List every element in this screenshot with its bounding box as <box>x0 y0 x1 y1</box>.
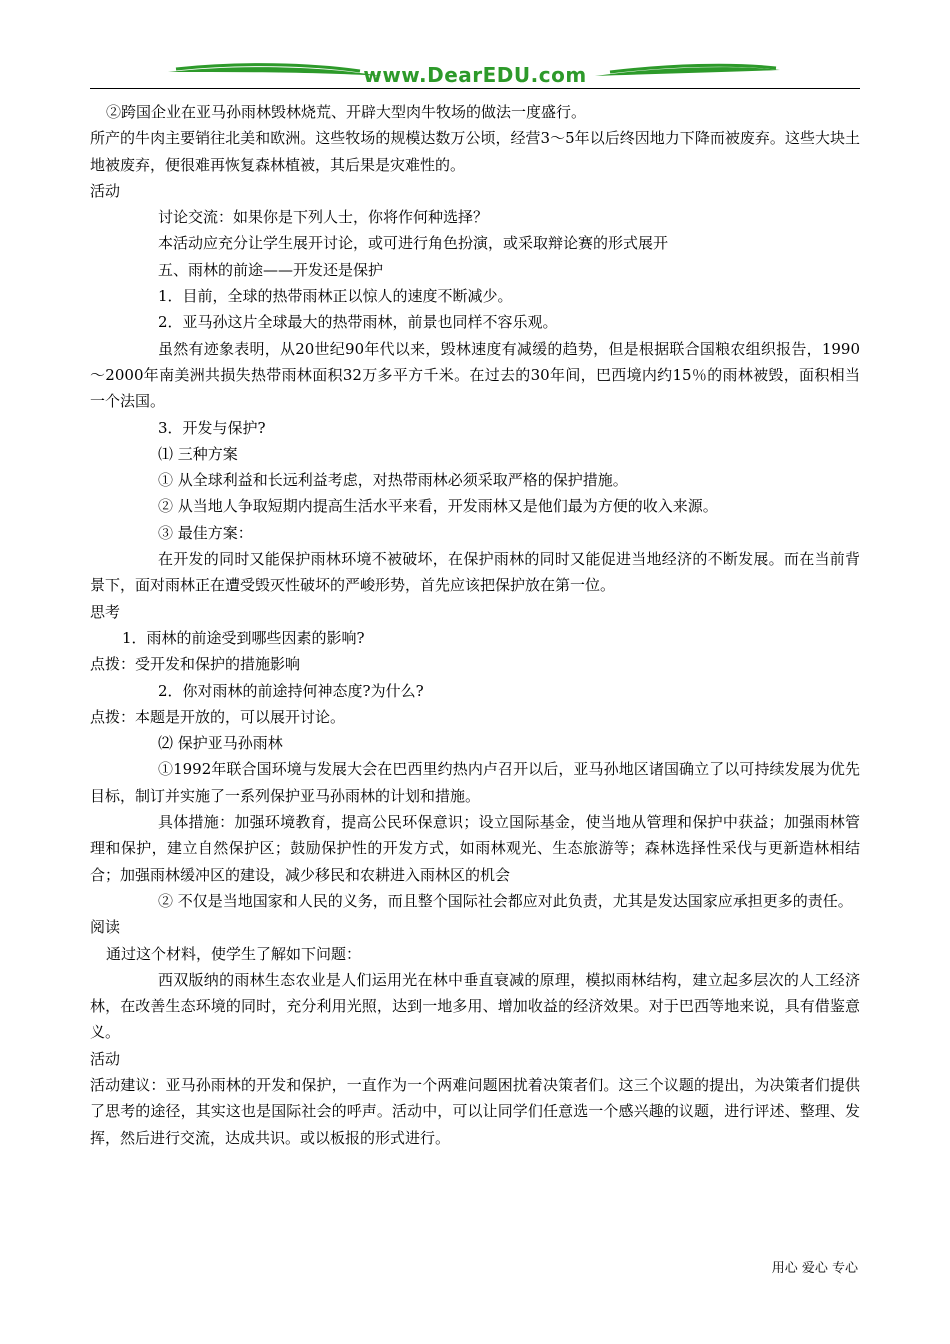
paragraph: 1．雨林的前途受到哪些因素的影响? <box>122 628 365 647</box>
paragraph: ③ 最佳方案： <box>158 523 253 542</box>
paragraph: 本活动应充分让学生展开讨论，或可进行角色扮演，或采取辩论赛的形式展开 <box>158 234 669 253</box>
paragraph: 思考 <box>90 602 121 621</box>
paragraph: 讨论交流：如果你是下列人士，你将作何种选择？ <box>158 208 489 227</box>
paragraph: 阅读 <box>90 918 121 937</box>
paragraph: ① 从全球利益和长远利益考虑，对热带雨林必须采取严格的保护措施。 <box>158 471 628 490</box>
paragraph: ①1992年联合国环境与发展大会在巴西里约热内卢召开以后，亚马孙地区诸国确立了以可持续发展为优先目标，制订并实施了一系列保护亚马孙雨林的计划和措施。 <box>90 760 860 805</box>
paragraph: 活动 <box>90 1049 121 1068</box>
paragraph: 具体措施：加强环境教育，提高公民环保意识；设立国际基金，使当地从管理和保护中获益；加强雨林管理和保护，建立自然保护区；鼓励保护性的开发方式，如雨林观光、生态旅游等；森林选择性采伐与更新造林相结合；加强雨林缓冲区的建设，减少移民和农耕进入雨林区的机会 <box>90 813 860 884</box>
paragraph: 所产的牛肉主要销往北美和欧洲。这些牧场的规模达数万公顷，经营3～5年以后终因地力下降而被废弃。这些大块土地被废弃，便很难再恢复森林植被，其后果是灾难性的。 <box>90 129 860 174</box>
paragraph: 虽然有迹象表明，从20世纪90年代以来，毁林速度有减缓的趋势，但是根据联合国粮农组织报告，1990～2000年南美洲共损失热带雨林面积32万多平方千米。在过去的30年间，巴西境内约15％的雨林被毁，面积相当一个法国。 <box>90 339 860 411</box>
paragraph: 点拨：受开发和保护的措施影响 <box>90 655 301 674</box>
paragraph: 活动建议：亚马孙雨林的开发和保护，一直作为一个两难问题困扰着决策者们。这三个议题的提出，为决策者们提供了思考的途径，其实这也是国际社会的呼声。活动中，可以让同学们任意选一个感兴趣的议题，进行评述、整理、发挥，然后进行交流，达成共识。或以板报的形式进行。 <box>90 1075 860 1147</box>
paragraph: 点拨：本题是开放的，可以展开讨论。 <box>90 707 346 726</box>
footer-motto: 用心 爱心 专心 <box>771 1261 858 1276</box>
paragraph: 3．开发与保护? <box>158 418 266 437</box>
paragraph: 2．亚马孙这片全球最大的热带雨林，前景也同样不容乐观。 <box>158 313 558 332</box>
paragraph: ⑴ 三种方案 <box>158 444 238 463</box>
paragraph: 通过这个材料，使学生了解如下问题： <box>106 944 362 963</box>
paragraph: ②跨国企业在亚马孙雨林毁林烧荒、开辟大型肉牛牧场的做法一度盛行。 <box>106 103 587 121</box>
site-name: www.DearEDU.com <box>363 63 587 87</box>
paragraph: 2．你对雨林的前途持何神态度?为什么? <box>158 681 424 700</box>
paragraph: 西双版纳的雨林生态农业是人们运用光在林中垂直衰减的原理，模拟雨林结构，建立起多层次的人工经济林，在改善生态环境的同时，充分利用光照，达到一地多用、增加收益的经济效果。对于巴西等地来说，具有借鉴意义。 <box>90 970 860 1042</box>
paragraph: ⑵ 保护亚马孙雨林 <box>158 734 283 753</box>
paragraph: ② 从当地人争取短期内提高生活水平来看，开发雨林又是他们最为方便的收入来源。 <box>158 497 718 516</box>
paragraph: 在开发的同时又能保护雨林环境不被破坏，在保护雨林的同时又能促进当地经济的不断发展。而在当前背景下，面对雨林正在遭受毁灭性破坏的严峻形势，首先应该把保护放在第一位。 <box>90 550 860 595</box>
paragraph: 五、雨林的前途——开发还是保护 <box>158 260 384 279</box>
paragraph: 活动 <box>90 181 121 200</box>
paragraph: ② 不仅是当地国家和人民的义务，而且整个国际社会都应对此负责，尤其是发达国家应承担更多的责任。 <box>158 891 853 910</box>
paragraph: 1．目前，全球的热带雨林正以惊人的速度不断减少。 <box>158 287 513 306</box>
header-divider <box>90 88 860 89</box>
document-body <box>90 99 860 1151</box>
site-header-banner <box>90 60 860 90</box>
